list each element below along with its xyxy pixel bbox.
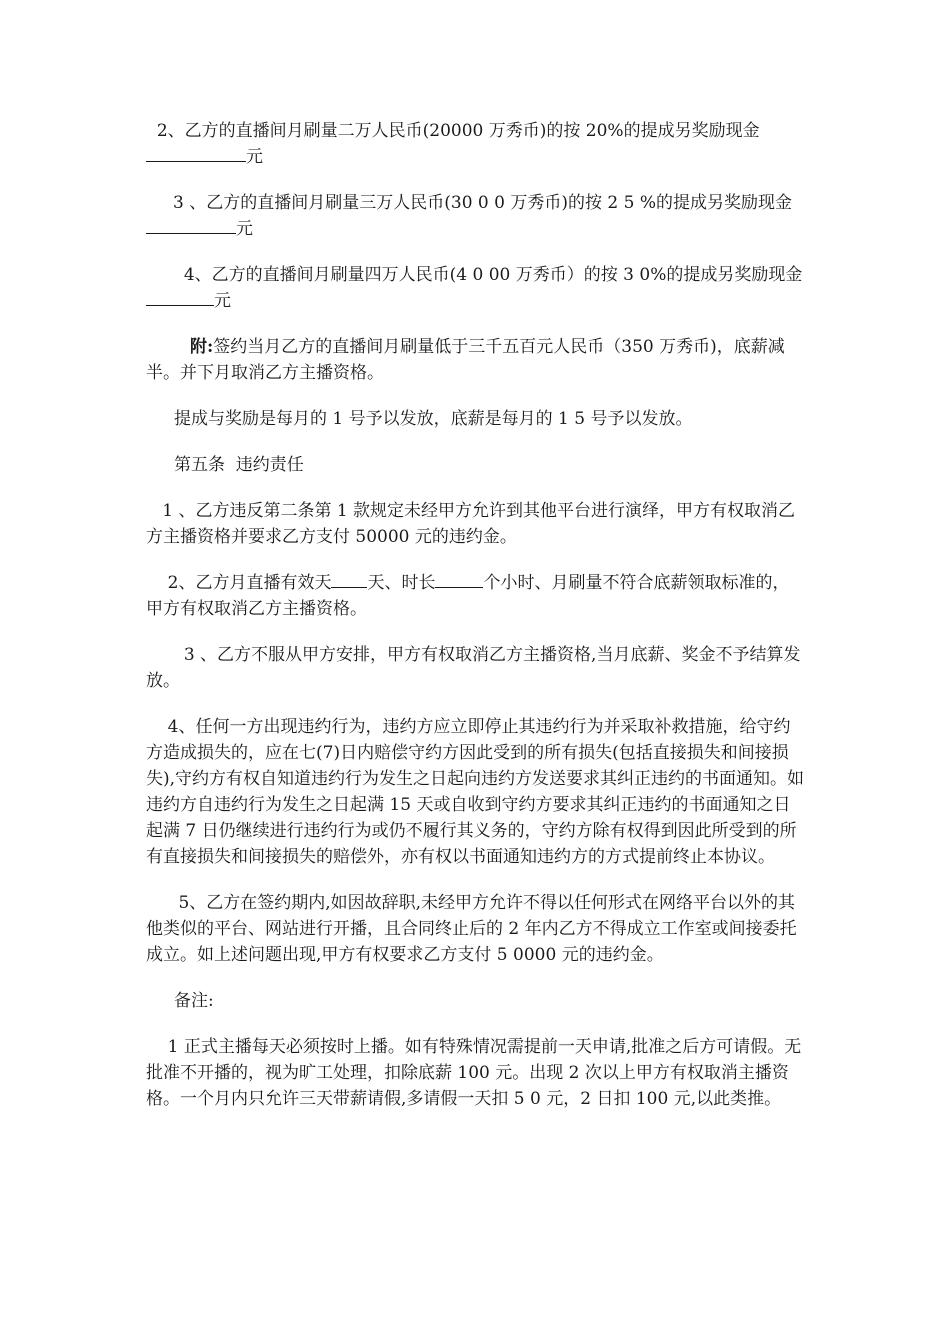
hours-blank — [435, 570, 483, 588]
appendix-note — [146, 334, 806, 386]
payment-schedule: 提成与奖励是每月的 1 号予以发放，底薪是每月的 1 5 号予以发放。 — [174, 409, 693, 429]
remarks-item-1: 1 正式主播每天必须按时上播。如有特殊情况需提前一天申请,批准之后方可请假。无批准不开播的，视为旷工处理，扣除底薪 100 元。出现 2 次以上甲方有权取消主播资格。一个月内只允许三天带薪请假,多请假一天扣 5 0 元，2 日扣 100 元,以此类推。 — [146, 1037, 802, 1109]
days-blank — [331, 570, 367, 588]
unit-text: 元 — [214, 291, 231, 311]
appendix-label: 附: — [190, 337, 214, 357]
section-heading-article-5: 第五条 违约责任 — [174, 455, 304, 475]
breach-clause-2 — [146, 570, 806, 622]
remarks-heading: 备注: — [174, 991, 214, 1011]
unit-text: 元 — [246, 147, 263, 167]
document-page — [146, 118, 806, 1132]
clause-text: 个小时、月刷量不符合底薪领取标准的，甲方有权取消乙方主播资格。 — [146, 573, 790, 619]
breach-clause-4: 4、任何一方出现违约行为，违约方应立即停止其违约行为并采取补救措施，给守约方造成损失的，应在七(7)日内赔偿守约方因此受到的所有损失(包括直接损失和间接损失),守约方有权自知道违约行为发生之日起向违约方发送要求其纠正违约的书面通知。如违约方自违约行为发生之日起满 15 天或自收到守约方要求其纠正违约的书面通知之日起满 7 日仍继续进行违约行为或仍不履行其义务的，守约方除有权得到因此所受到的所有直接损失和间接损失的赔偿外，亦有权以书面通知违约方的方式提前终止本协议。 — [146, 717, 805, 867]
clause-3-30k-tier — [146, 190, 806, 242]
clause-text: 3 、乙方的直播间月刷量三万人民币(30 0 0 万秀币)的按 2 5 %的提成另奖励现金 — [146, 193, 792, 213]
amount-blank — [146, 288, 214, 306]
breach-clause-1: 1 、乙方违反第二条第 1 款规定未经甲方允许到其他平台进行演绎，甲方有权取消乙方主播资格并要求乙方支付 50000 元的违约金。 — [146, 501, 796, 547]
breach-clause-5: 5、乙方在签约期内,如因故辞职,未经甲方允许不得以任何形式在网络平台以外的其他类似的平台、网站进行开播，且合同终止后的 2 年内乙方不得成立工作室或间接委托成立。如上述问题出现,甲方有权要求乙方支付 5 0000 元的违约金。 — [146, 893, 797, 965]
clause-text: 天、时长 — [367, 573, 436, 593]
clause-2-20k-tier — [146, 118, 806, 170]
unit-text: 元 — [236, 219, 253, 239]
amount-blank — [146, 144, 246, 162]
appendix-text: 签约当月乙方的直播间月刷量低于三千五百元人民币（350 万秀币)，底薪减半。并下月取消乙方主播资格。 — [146, 337, 785, 383]
clause-text: 2、乙方的直播间月刷量二万人民币(20000 万秀币)的按 20%的提成另奖励现金 — [146, 121, 760, 141]
clause-text: 2、乙方月直播有效天 — [146, 573, 332, 593]
breach-clause-3: 3 、乙方不服从甲方安排，甲方有权取消乙方主播资格,当月底薪、奖金不予结算发放。 — [146, 645, 801, 691]
amount-blank — [146, 216, 236, 234]
clause-text: 4、乙方的直播间月刷量四万人民币(4 0 00 万秀币）的按 3 0%的提成另奖励现金 — [146, 265, 803, 285]
clause-4-40k-tier — [146, 262, 806, 314]
